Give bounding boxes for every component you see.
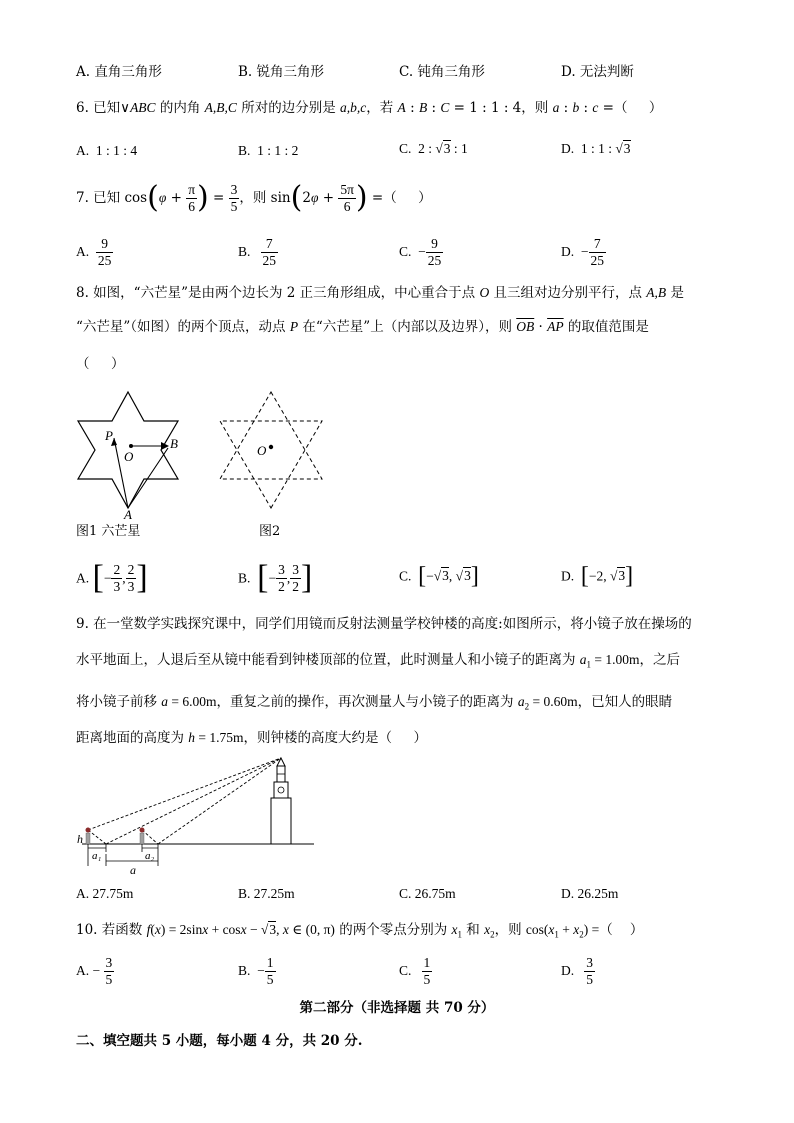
person-1 — [86, 828, 91, 845]
label-h: h — [77, 832, 83, 846]
q10-stem: 10. 若函数 f(x) = 2sinx + cosx − √3, x ∈ (0, π) 的两个零点分别为 $x_1$ 和 $x_2$，则 $\cos(x_1 + x_2)$ =（ ） — [76, 922, 644, 940]
q8-option-b: B. [− $\frac{3}{2}$ , $\frac{3}{2}$ ] — [238, 559, 313, 596]
label-o2: O — [257, 443, 267, 458]
label-a: a — [130, 863, 136, 877]
q5-option-b: B. 锐角三角形 — [238, 64, 325, 80]
label-b: B — [170, 436, 178, 451]
q5-option-c: C. 钝角三角形 — [399, 64, 485, 80]
q8-stem-line3: （ ） — [76, 356, 125, 372]
q7-option-a: A. $\frac{9}{25}$ — [76, 236, 112, 268]
q8-option-a: A. [− $\frac{2}{3}$ , $\frac{2}{3}$ ] — [76, 559, 148, 596]
q9-figure — [74, 752, 314, 880]
q8-stem-line2: “六芒星”（如图）的两个顶点，动点 P 在“六芒星”上（内部以及边界），则 $\overline{OB} \cdot \overline{AP}$ 的取值范围是 — [76, 319, 649, 335]
q9-line2: 水平地面上，人退后至从镜中能看到钟楼顶部的位置，此时测量人和小镜子的距离为 $a_1 = 1.00m$，之后 — [76, 652, 681, 670]
label-o: O — [124, 449, 134, 464]
q5-option-a: A. 直角三角形 — [76, 64, 162, 80]
q8-fig2-caption: 图2 — [259, 524, 281, 539]
q6-option-a: A. 1 : 1 : 4 — [76, 143, 138, 158]
vector-ab — [128, 448, 168, 508]
q7-stem: 7. 已知 cos(φ + $\frac{\pi}{6}$ ) = $\frac{3}{5}$ ，则 sin(2φ + $\frac{5\pi}{6}$ ) =（ ） — [76, 180, 432, 215]
q8-option-c: C. [−√3, √3] — [399, 563, 479, 589]
q9-option-b: B. 27.25m — [238, 886, 295, 901]
q9-option-a: A. 27.75m — [76, 886, 134, 901]
section2-title: 二、填空题共 5 小题，每小题 4 分，共 20 分. — [76, 1033, 363, 1049]
q7-option-b: B. $\frac{7}{25}$ — [238, 236, 277, 268]
person-2 — [140, 828, 145, 845]
label-a2: a₂ — [145, 850, 155, 862]
label-p: P — [105, 428, 113, 443]
q9-option-d: D. 26.25m — [561, 886, 619, 901]
q8-option-d: D. [−2, √3] — [561, 563, 634, 589]
q8-fig1-caption: 图1 六芒星 — [76, 524, 141, 539]
q9-line3: 将小镜子前移 a = 6.00m，重复之前的操作，再次测量人与小镜子的距离为 $a_2 = 0.60m$，已知人的眼睛 — [76, 694, 673, 712]
q5-option-d: D. 无法判断 — [561, 64, 634, 80]
label-a1: a₁ — [92, 850, 102, 862]
triangle-up — [220, 392, 322, 479]
label-a: A — [124, 507, 132, 520]
q8-figure2 — [214, 385, 334, 520]
q7-option-d: D. − $\frac{7}{25}$ — [561, 236, 604, 268]
q9-option-c: C. 26.75m — [399, 886, 456, 901]
point-o2 — [269, 445, 273, 449]
q10-option-b: B. − $\frac{1}{5}$ — [238, 955, 274, 987]
q8-figure1 — [70, 385, 190, 520]
part2-title: 第二部分（非选择题 共 70 分） — [299, 1000, 495, 1016]
q6-option-b: B. 1 : 1 : 2 — [238, 143, 299, 158]
q10-option-d: D. $\frac{3}{5}$ — [561, 955, 593, 987]
q10-option-a: A. − $\frac{3}{5}$ — [76, 955, 113, 987]
q8-stem-line1: 8. 如图，“六芒星”是由两个边长为 2 正三角形组成，中心重合于点 O 且三组对边分别平行，点 A,B 是 — [76, 285, 684, 301]
point-o — [129, 444, 133, 448]
clock-tower — [271, 758, 291, 844]
q10-option-c: C. $\frac{1}{5}$ — [399, 955, 431, 987]
triangle-down — [220, 421, 322, 508]
q9-line4: 距离地面的高度为 h = 1.75m，则钟楼的高度大约是（ ） — [76, 730, 428, 746]
q7-option-c: C. − $\frac{9}{25}$ — [399, 236, 442, 268]
q9-line1: 9. 在一堂数学实践探究课中，同学们用镜而反射法测量学校钟楼的高度:如图所示，将小镜子放在操场的 — [76, 616, 692, 632]
q6-option-c: C. 2 : √3 : 1 — [399, 141, 468, 156]
q6-stem: 6. 已知∨ABC 的内角 A,B,C 所对的边分别是 a,b,c，若 A : B : C = 1 : 1 : 4，则 a : b : c =（ ） — [76, 100, 663, 116]
q6-option-d: D. 1 : 1 : √3 — [561, 141, 631, 156]
